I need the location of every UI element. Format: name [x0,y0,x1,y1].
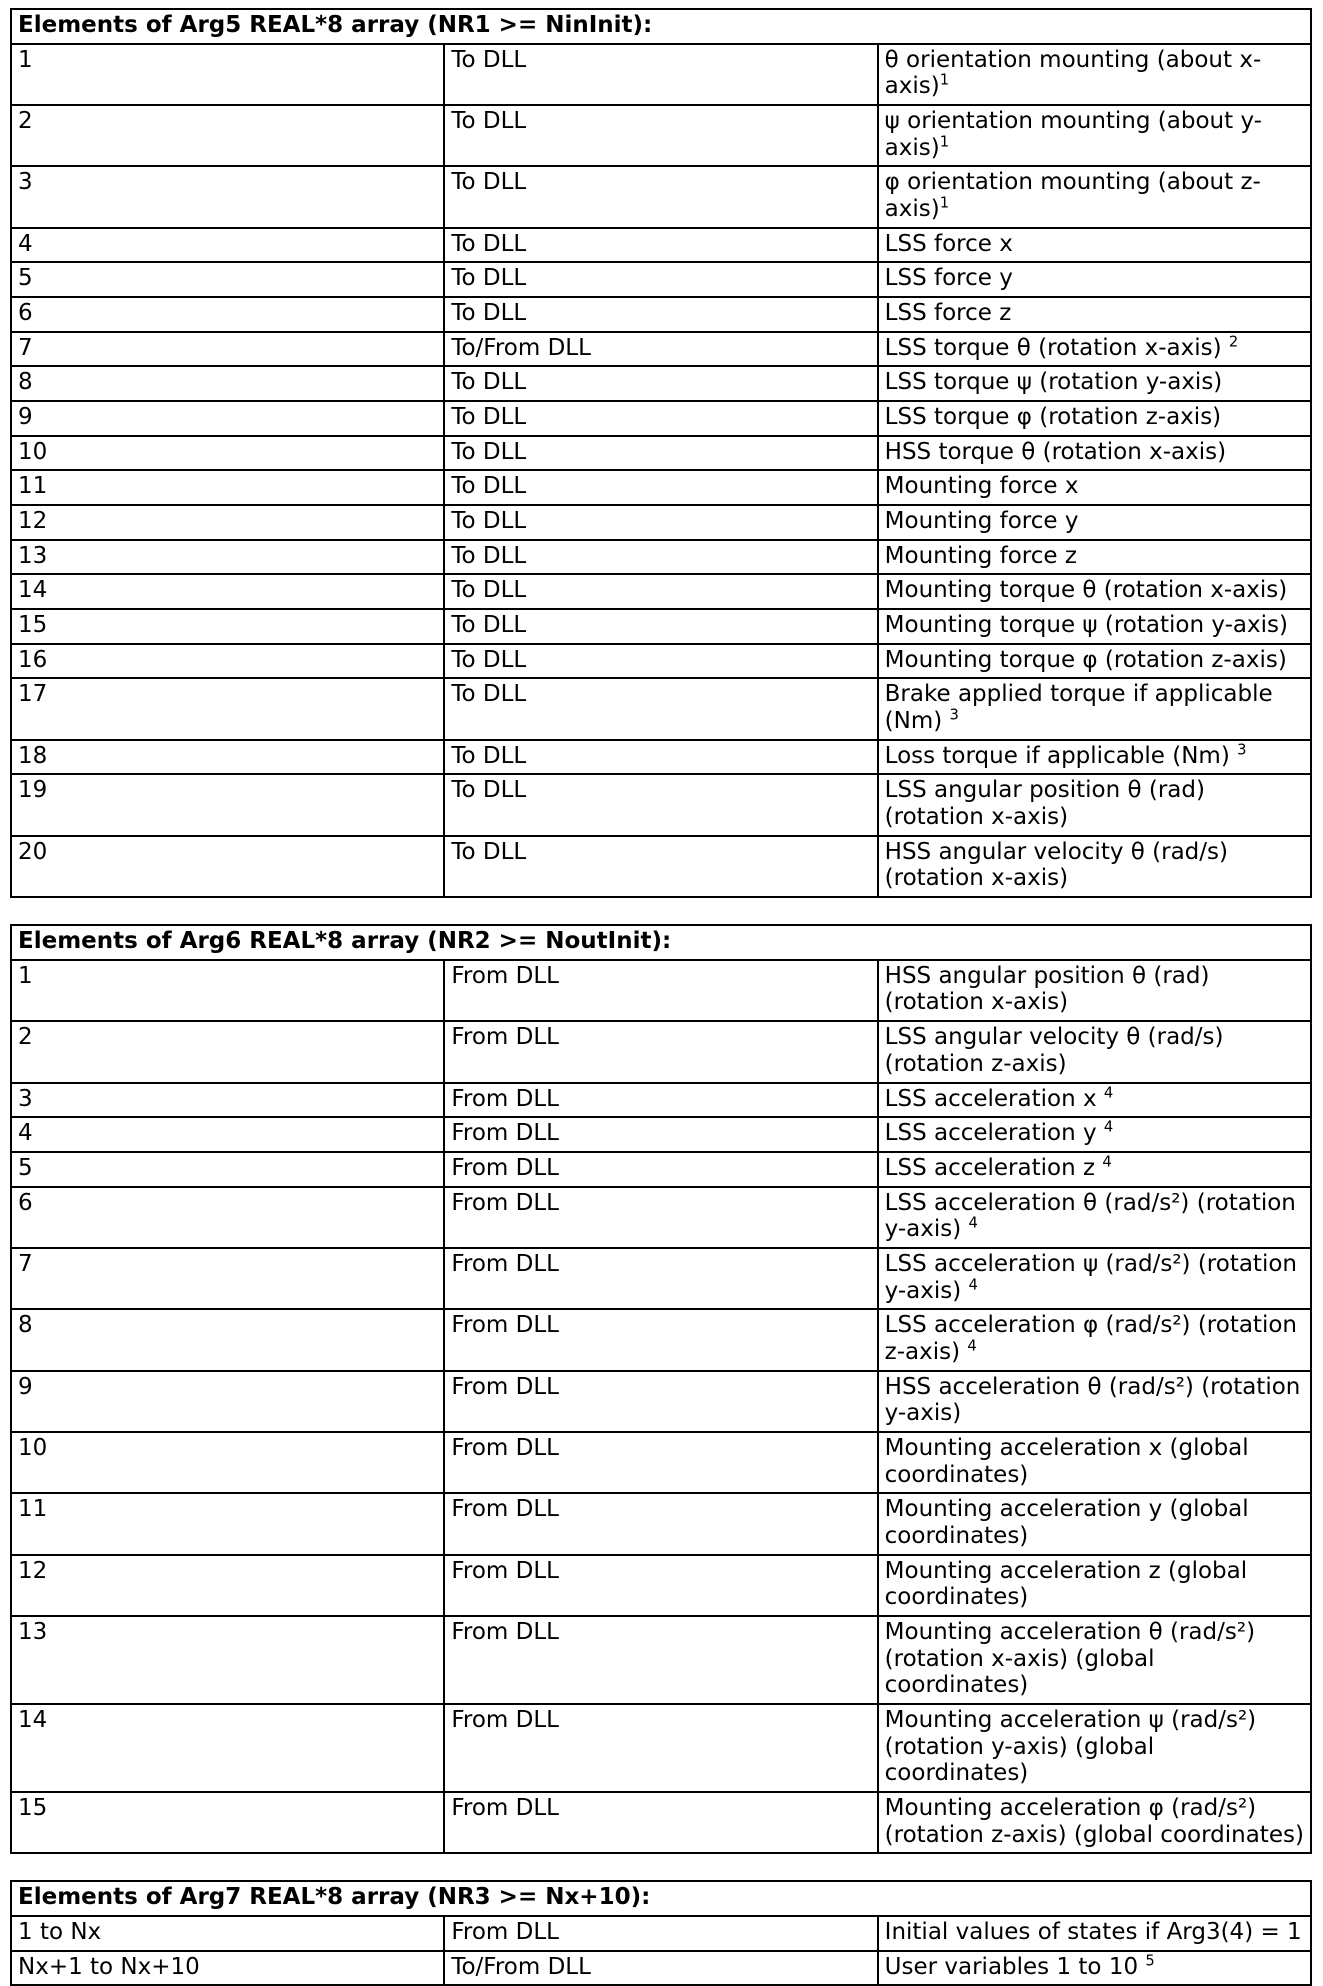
description-text: Mounting force x [884,473,1079,500]
cell-index: 14 [11,1704,444,1792]
cell-direction: To DLL [444,740,877,775]
description-text: LSS torque ψ (rotation y-axis) [884,369,1223,396]
footnote-marker: 4 [967,1337,977,1355]
cell-description [878,1792,1311,1853]
cell-index: 5 [11,262,444,297]
tables-container [10,8,1313,1986]
cell-description [878,1187,1311,1248]
section-title: Elements of Arg6 REAL*8 array (NR2 >= NoutInit): [11,925,1311,960]
table-row [11,609,1311,644]
cell-direction: To DLL [444,505,877,540]
cell-index: 14 [11,574,444,609]
cell-description [878,836,1311,897]
cell-description [878,1371,1311,1432]
cell-direction: From DLL [444,1371,877,1432]
table-row [11,1616,1311,1704]
cell-direction: To DLL [444,644,877,679]
cell-direction: From DLL [444,1187,877,1248]
cell-description [878,540,1311,575]
cell-index: 15 [11,609,444,644]
cell-direction: From DLL [444,1117,877,1152]
cell-index: 7 [11,332,444,367]
table-header-row [11,925,1311,960]
cell-direction: To DLL [444,44,877,105]
description-text: LSS force x [884,230,1013,257]
cell-description [878,678,1311,739]
table-row [11,1916,1311,1951]
table-row [11,1309,1311,1370]
cell-direction: From DLL [444,1083,877,1118]
footnote-marker: 4 [968,1214,978,1232]
cell-description [878,1493,1311,1554]
cell-direction: To DLL [444,609,877,644]
cell-direction: To DLL [444,470,877,505]
cell-index: 16 [11,644,444,679]
table-row [11,105,1311,166]
description-text: HSS angular position θ (rad) (rotation x-axis) [884,962,1210,1016]
description-text: Mounting acceleration θ (rad/s²) (rotation x-axis) (global coordinates) [884,1618,1256,1699]
table-row [11,1152,1311,1187]
cell-index: 1 [11,44,444,105]
cell-description [878,774,1311,835]
description-text: LSS acceleration ψ (rad/s²) (rotation y-axis) [884,1250,1297,1304]
cell-direction: To DLL [444,774,877,835]
cell-direction: To DLL [444,401,877,436]
cell-direction: To DLL [444,836,877,897]
cell-index: 6 [11,1187,444,1248]
cell-description [878,297,1311,332]
cell-description [878,1309,1311,1370]
cell-direction: From DLL [444,1021,877,1082]
table-row [11,332,1311,367]
table-row [11,644,1311,679]
table-row [11,401,1311,436]
cell-description [878,505,1311,540]
cell-index: 3 [11,1083,444,1118]
table-header-row [11,1881,1311,1916]
table-row [11,470,1311,505]
cell-description [878,644,1311,679]
footnote-marker: 1 [939,133,950,151]
cell-description [878,401,1311,436]
description-text: HSS acceleration θ (rad/s²) (rotation y-axis) [884,1373,1301,1427]
cell-description [878,1704,1311,1792]
description-text: LSS torque θ (rotation x-axis) [884,334,1229,361]
description-text: Mounting acceleration x (global coordinates) [884,1434,1249,1488]
description-text: HSS torque θ (rotation x-axis) [884,438,1227,465]
description-text: LSS acceleration φ (rad/s²) (rotation z-axis) [884,1312,1297,1365]
cell-description [878,1916,1311,1951]
cell-index: 13 [11,540,444,575]
cell-description [878,1432,1311,1493]
cell-description [878,470,1311,505]
cell-direction: From DLL [444,1493,877,1554]
table-row [11,574,1311,609]
description-text: LSS acceleration θ (rad/s²) (rotation y-axis) [884,1189,1296,1243]
cell-direction: From DLL [444,1555,877,1616]
cell-description [878,166,1311,227]
cell-direction: From DLL [444,960,877,1021]
cell-description [878,740,1311,775]
table-row [11,1951,1311,1986]
cell-direction: To DLL [444,105,877,166]
description-text: LSS acceleration z [884,1154,1103,1181]
footnote-marker: 4 [1103,1083,1114,1101]
cell-index: 2 [11,1021,444,1082]
table-header-row [11,9,1311,44]
table-row [11,1187,1311,1248]
cell-index: 9 [11,1371,444,1432]
table-row [11,1117,1311,1152]
cell-description [878,1555,1311,1616]
description-text: LSS angular velocity θ (rad/s) (rotation z-axis) [884,1024,1224,1077]
cell-index: 2 [11,105,444,166]
cell-direction: To DLL [444,228,877,263]
cell-index: 12 [11,1555,444,1616]
table-row [11,366,1311,401]
cell-direction: To DLL [444,366,877,401]
cell-description [878,609,1311,644]
description-text: Mounting force y [884,508,1079,535]
cell-description [878,1117,1311,1152]
cell-index: Nx+1 to Nx+10 [11,1951,444,1986]
section-title: Elements of Arg7 REAL*8 array (NR3 >= Nx+10): [11,1881,1311,1916]
section-title: Elements of Arg5 REAL*8 array (NR1 >= NinInit): [11,9,1311,44]
cell-direction: To DLL [444,678,877,739]
description-text: Mounting acceleration φ (rad/s²) (rotation z-axis) (global coordinates) [884,1794,1304,1848]
table-row [11,836,1311,897]
cell-index: 1 [11,960,444,1021]
cell-direction: From DLL [444,1309,877,1370]
description-text: LSS angular position θ (rad) (rotation x-axis) [884,777,1205,831]
footnote-marker: 3 [949,706,959,724]
cell-index: 4 [11,228,444,263]
cell-index: 8 [11,1309,444,1370]
cell-description [878,228,1311,263]
cell-direction: To DLL [444,166,877,227]
cell-direction: From DLL [444,1916,877,1951]
table-row [11,540,1311,575]
cell-index: 10 [11,1432,444,1493]
table-row [11,505,1311,540]
table-row [11,1432,1311,1493]
table-arg6 [10,924,1312,1854]
description-text: HSS angular velocity θ (rad/s) (rotation x-axis) [884,838,1228,892]
footnote-marker: 1 [939,194,950,212]
description-text: φ orientation mounting (about z-axis) [884,169,1261,223]
cell-index: 7 [11,1248,444,1309]
description-text: Mounting torque ψ (rotation y-axis) [884,612,1288,639]
description-text: θ orientation mounting (about x-axis) [884,46,1262,100]
cell-index: 4 [11,1117,444,1152]
footnote-marker: 4 [968,1275,978,1293]
cell-index: 13 [11,1616,444,1704]
cell-direction: From DLL [444,1432,877,1493]
cell-index: 11 [11,1493,444,1554]
cell-direction: From DLL [444,1248,877,1309]
description-text: Brake applied torque if applicable (Nm) [884,681,1273,735]
cell-direction: To DLL [444,436,877,471]
cell-direction: To DLL [444,297,877,332]
cell-index: 5 [11,1152,444,1187]
cell-description [878,1083,1311,1118]
cell-index: 6 [11,297,444,332]
footnote-marker: 4 [1103,1118,1114,1136]
cell-description [878,960,1311,1021]
cell-index: 11 [11,470,444,505]
footnote-marker: 3 [1237,741,1247,759]
table-row [11,228,1311,263]
table-row [11,1083,1311,1118]
section-spacer [10,898,1313,924]
table-arg5 [10,8,1312,898]
description-text: Loss torque if applicable (Nm) [884,742,1238,769]
cell-direction: To DLL [444,262,877,297]
cell-index: 10 [11,436,444,471]
cell-direction: From DLL [444,1152,877,1187]
cell-index: 15 [11,1792,444,1853]
table-row [11,1021,1311,1082]
description-text: Mounting acceleration z (global coordinates) [884,1557,1248,1611]
cell-index: 9 [11,401,444,436]
description-text: Mounting torque θ (rotation x-axis) [884,577,1288,604]
table-row [11,1493,1311,1554]
description-text: Mounting force z [884,542,1077,569]
cell-description [878,1021,1311,1082]
table-row [11,960,1311,1021]
table-row [11,1248,1311,1309]
table-row [11,262,1311,297]
cell-index: 3 [11,166,444,227]
cell-index: 12 [11,505,444,540]
description-text: User variables 1 to 10 [884,1953,1146,1980]
cell-index: 8 [11,366,444,401]
table-row [11,166,1311,227]
footnote-marker: 1 [939,71,950,89]
cell-description [878,574,1311,609]
description-text: Mounting acceleration ψ (rad/s²) (rotation y-axis) (global coordinates) [884,1706,1257,1787]
table-row [11,1704,1311,1792]
table-row [11,1792,1311,1853]
cell-direction: From DLL [444,1704,877,1792]
cell-direction: From DLL [444,1616,877,1704]
cell-description [878,1248,1311,1309]
cell-index: 17 [11,678,444,739]
cell-description [878,1951,1311,1986]
cell-description [878,262,1311,297]
cell-description [878,332,1311,367]
cell-description [878,436,1311,471]
description-text: LSS acceleration x [884,1085,1104,1112]
table-row [11,740,1311,775]
table-arg7 [10,1880,1312,1986]
footnote-marker: 4 [1102,1153,1112,1171]
cell-description [878,366,1311,401]
cell-direction: From DLL [444,1792,877,1853]
cell-direction: To/From DLL [444,1951,877,1986]
footnote-marker: 2 [1228,333,1239,351]
footnote-marker: 5 [1145,1951,1155,1969]
description-text: Mounting acceleration y (global coordinates) [884,1496,1249,1549]
table-row [11,436,1311,471]
table-row [11,678,1311,739]
section-spacer [10,1854,1313,1880]
cell-index: 20 [11,836,444,897]
cell-direction: To DLL [444,574,877,609]
cell-description [878,1152,1311,1187]
description-text: LSS torque φ (rotation z-axis) [884,404,1222,431]
description-text: LSS force z [884,300,1012,327]
table-row [11,774,1311,835]
cell-index: 1 to Nx [11,1916,444,1951]
table-row [11,1371,1311,1432]
description-text: LSS force y [884,265,1013,292]
cell-description [878,105,1311,166]
description-text: LSS acceleration y [884,1120,1104,1147]
table-row [11,297,1311,332]
description-text: ψ orientation mounting (about y-axis) [884,108,1262,161]
cell-description [878,1616,1311,1704]
cell-description [878,44,1311,105]
cell-index: 19 [11,774,444,835]
description-text: Mounting torque φ (rotation z-axis) [884,646,1287,673]
cell-direction: To/From DLL [444,332,877,367]
cell-direction: To DLL [444,540,877,575]
table-row [11,44,1311,105]
table-row [11,1555,1311,1616]
cell-index: 18 [11,740,444,775]
description-text: Initial values of states if Arg3(4) = 1 [884,1918,1302,1945]
